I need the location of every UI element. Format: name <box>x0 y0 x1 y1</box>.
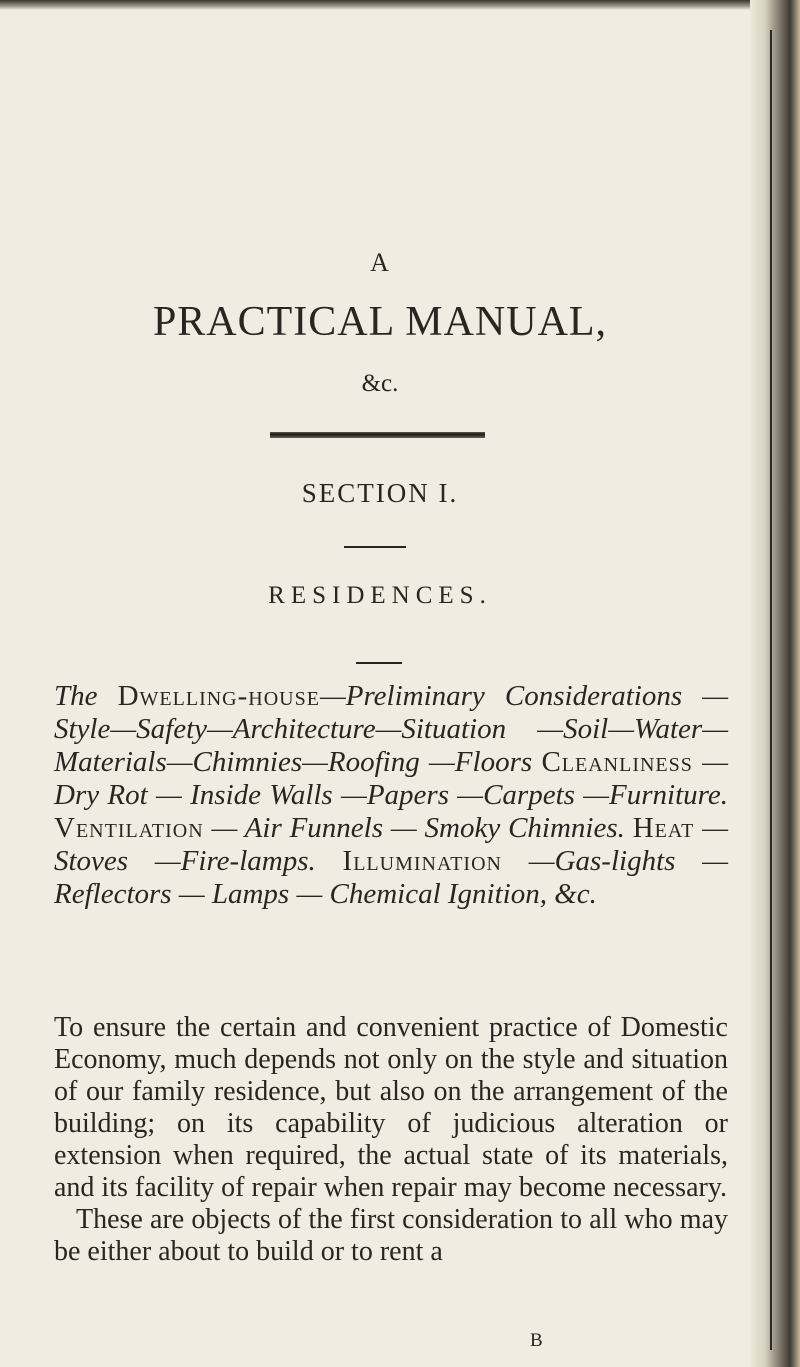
title-etc: &c. <box>361 370 399 397</box>
page-title: PRACTICAL MANUAL, <box>152 299 608 345</box>
section-contents-summary <box>54 680 728 911</box>
title-article: A <box>370 248 390 277</box>
section-heading: SECTION I. <box>301 478 459 508</box>
contents-topic: Cleanliness <box>541 746 693 778</box>
contents-segment: — Stoves —Fire-lamps. <box>54 812 728 877</box>
paragraph: To ensure the certain and convenient practice of Domestic Economy, much depends not only on the style and situation of our family residence, but also on the arrangement of the building; on its capability of judicious alteration or extension when required, the actual state of its materials, and its facility of repair when repair may become necessary. <box>54 1012 728 1203</box>
body-text <box>54 1012 728 1268</box>
divider-rule <box>344 546 406 548</box>
contents-topic: Ventilation <box>54 812 204 844</box>
short-divider-rule <box>356 662 402 664</box>
contents-segment: The <box>54 680 118 712</box>
paragraph: These are objects of the first consideration to all who may be either about to build or to rent a <box>54 1204 728 1267</box>
contents-topic: Heat <box>632 812 695 844</box>
thick-divider-rule <box>270 432 485 438</box>
spine-shadow-line <box>770 30 772 1350</box>
signature-mark: B <box>530 1330 543 1351</box>
contents-topic: Dwelling-house <box>117 680 320 712</box>
contents-topic: Illumination <box>342 845 502 877</box>
chapter-subject: RESIDENCES. <box>268 582 492 609</box>
contents-segment: — Air Funnels — Smoky Chimnies. <box>203 812 633 844</box>
contents-segment: — Dry Rot — Inside Walls —Papers —Carpets —Furniture. <box>54 746 728 811</box>
contents-segment: —Preliminary Considerations —Style—Safety—Architecture—Situation —Soil—Water—Materials—Chimnies—Roofing —Floors <box>54 680 729 778</box>
contents-segment: —Gas-lights — Reflectors — Lamps — Chemical Ignition, &c. <box>54 845 728 910</box>
